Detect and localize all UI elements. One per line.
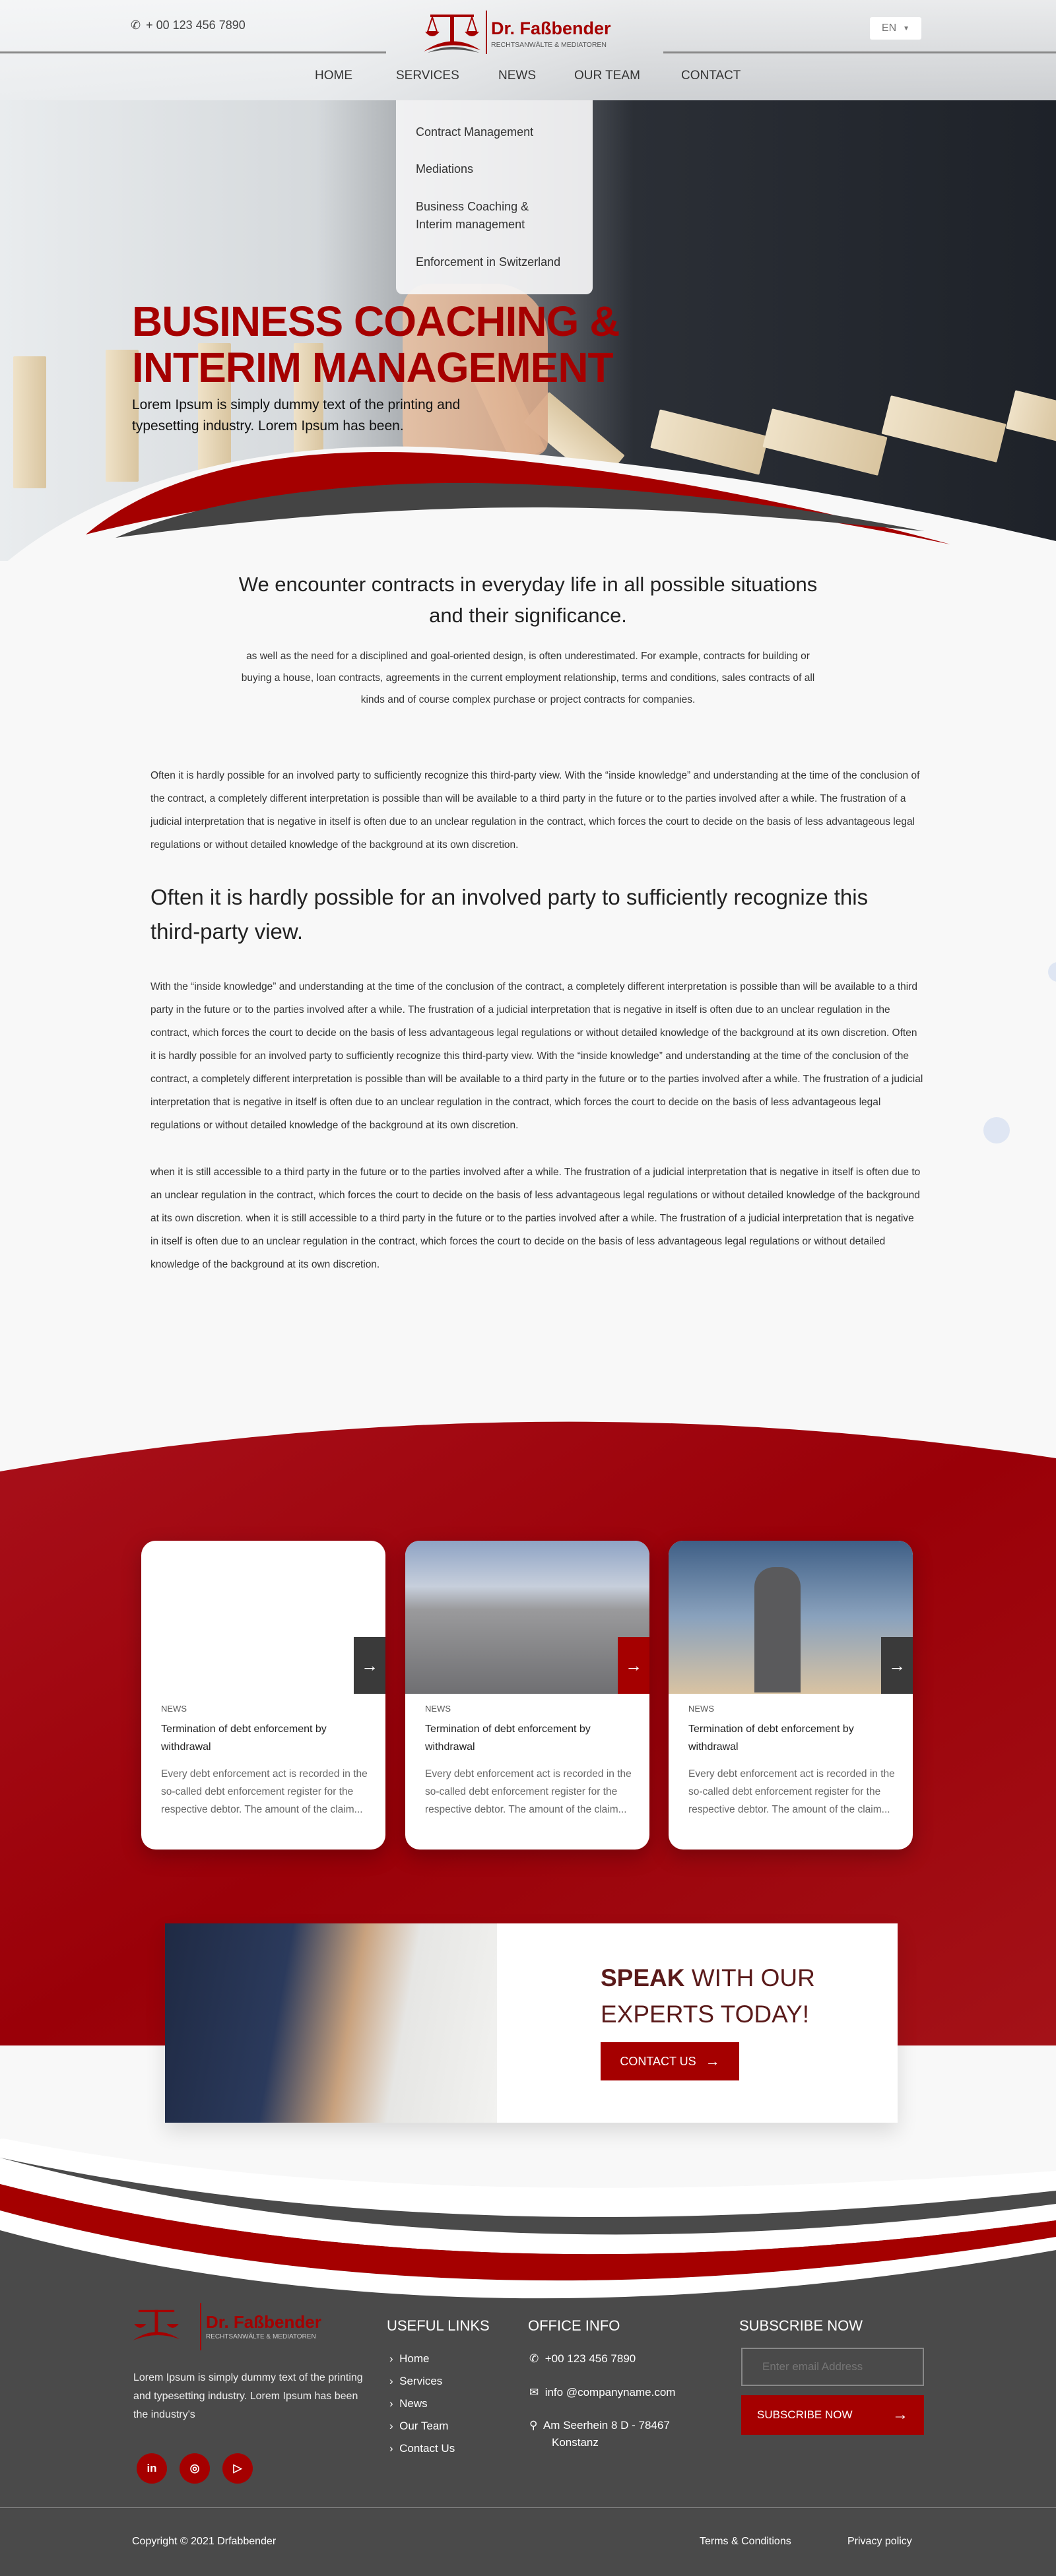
news-excerpt: Every debt enforcement act is recorded in the so-called debt enforcement register for the respective debtor. The amount of the claim... (425, 1768, 632, 1815)
content-article (150, 764, 924, 1276)
office-email[interactable]: ✉ info @companyname.com (529, 2386, 676, 2399)
news-card[interactable] (405, 1541, 649, 1850)
news-category: NEWS (425, 1704, 451, 1714)
footer-about: Lorem Ipsum is simply dummy text of the printing and typesetting industry. Lorem Ipsum has been the industry's (133, 2372, 363, 2420)
dropdown-item-contract-management[interactable]: Contract Management (416, 125, 534, 139)
content-heading: Often it is hardly possible for an involved party to sufficiently recognize this third-party view. (150, 885, 869, 944)
scales-logo-icon (422, 12, 482, 53)
language-value: EN (881, 22, 897, 34)
arrow-right-icon[interactable]: → (881, 1637, 913, 1694)
content-paragraph-2: With the “inside knowledge” and understanding at the time of the conclusion of the contract, a completely different interpretation is possible than will be available to a third party in the future or to the parties involved after a while. The frustration of a judicial interpretation that is negative in itself is often due to an unclear regulation in the contract, which forces the court to decide on the basis of less advantageous legal regulations or without detailed knowledge of the background at its own discretion. Often it is hardly possible for an involved party to sufficiently recognize this third-party view. With the “inside knowledge” and understanding at the time of the conclusion of the contract, a completely different interpretation is possible than will be available to a third party in the future or to the parties involved after a while. The frustration of a judicial interpretation that is negative in itself is often due to an unclear regulation in the contract, which forces the court to decide on the basis of less advantageous legal regulations or without detailed knowledge of the background at its own discretion. (150, 981, 923, 1131)
subscribe-button[interactable]: SUBSCRIBE NOW → (741, 2395, 924, 2435)
linkedin-icon[interactable]: in (137, 2453, 167, 2484)
footer-link-home[interactable]: › Home (389, 2352, 430, 2365)
subscribe-email-input[interactable] (741, 2348, 924, 2386)
cta-heading: SPEAK WITH OUR EXPERTS TODAY! (601, 1964, 815, 2028)
footer-logo[interactable] (132, 2303, 350, 2350)
footer-link-our-team[interactable]: › Our Team (389, 2420, 449, 2432)
copyright: Copyright © 2021 Drfabbender (132, 2536, 277, 2547)
office-info-heading: OFFICE INFO (528, 2317, 620, 2334)
logo-tagline: RECHTSANWÄLTE & MEDIATOREN (491, 41, 607, 49)
chevron-down-icon: ▼ (903, 24, 910, 32)
nav-services[interactable]: SERVICES (396, 69, 459, 82)
news-title[interactable]: Termination of debt enforcement by withdrawal (688, 1723, 854, 1753)
logo-tagline: RECHTSANWÄLTE & MEDIATOREN (206, 2333, 316, 2340)
news-card-image (405, 1541, 649, 1694)
header-divider-right (663, 51, 1056, 53)
subscribe-heading: SUBSCRIBE NOW (739, 2317, 863, 2334)
hero-subtitle: Lorem Ipsum is simply dummy text of the printing and typesetting industry. Lorem Ipsum has been. (132, 397, 461, 434)
header-divider-left (0, 51, 386, 53)
news-title[interactable]: Termination of debt enforcement by withdrawal (425, 1723, 591, 1753)
logo[interactable] (422, 11, 634, 57)
news-category: NEWS (161, 1704, 187, 1714)
footer-divider (0, 2507, 1056, 2508)
youtube-icon[interactable]: ▷ (222, 2453, 253, 2484)
footer-link-contact-us[interactable]: › Contact Us (389, 2442, 455, 2455)
office-phone[interactable]: ✆ +00 123 456 7890 (529, 2352, 636, 2365)
contact-us-button[interactable]: CONTACT US → (601, 2042, 739, 2080)
logo-name: Dr. Faßbender (206, 2312, 321, 2332)
news-excerpt: Every debt enforcement act is recorded in the so-called debt enforcement register for the respective debtor. The amount of the claim... (688, 1768, 895, 1815)
location-pin-icon: ⚲ (529, 2419, 538, 2431)
news-category: NEWS (688, 1704, 714, 1714)
nav-home[interactable]: HOME (315, 69, 352, 82)
services-dropdown (396, 100, 593, 294)
news-card[interactable] (141, 1541, 385, 1850)
arrow-right-icon: → (892, 2406, 908, 2424)
intro-heading: We encounter contracts in everyday life in all possible situations and their significance. (238, 573, 818, 627)
hero-title: BUSINESS COACHING & INTERIM MANAGEMENT (132, 298, 620, 391)
arrow-right-icon[interactable]: → (618, 1637, 649, 1694)
footer-link-services[interactable]: › Services (389, 2375, 443, 2387)
nav-our-team[interactable]: OUR TEAM (574, 69, 640, 82)
phone-icon: ✆ (131, 18, 141, 32)
cta-image (165, 1923, 497, 2123)
scales-logo-icon (132, 2303, 181, 2346)
news-card-image (669, 1541, 913, 1694)
instagram-icon[interactable]: ◎ (180, 2453, 210, 2484)
hero-wave-divider (0, 442, 1056, 567)
mail-icon: ✉ (529, 2386, 539, 2399)
intro-text: as well as the need for a disciplined and goal-oriented design, is often underestimated. For example, contracts for building or buying a house, loan contracts, agreements in the current employment relationship, terms and conditions, sales contracts of all kinds and of course complex purchase or project contracts for companies. (241, 651, 815, 705)
nav-news[interactable]: NEWS (498, 69, 536, 82)
useful-links-heading: USEFUL LINKS (387, 2317, 490, 2334)
dropdown-item-business-coaching[interactable]: Business Coaching & Interim management (416, 200, 529, 231)
footer-link-news[interactable]: › News (389, 2397, 428, 2410)
privacy-link[interactable]: Privacy policy (847, 2536, 912, 2547)
decorative-dot (1048, 962, 1056, 982)
arrow-right-icon: → (705, 2053, 720, 2069)
decorative-dot (983, 1117, 1010, 1143)
office-address: ⚲ Am Seerhein 8 D - 78467 Konstanz (529, 2419, 670, 2449)
news-card[interactable] (669, 1541, 913, 1850)
phone-icon: ✆ (529, 2352, 539, 2365)
terms-link[interactable]: Terms & Conditions (700, 2536, 791, 2547)
content-paragraph-3: when it is still accessible to a third party in the future or to the parties involved after a while. The frustration of a judicial interpretation that is negative in itself is often due to an unclear regulation in the contract, which forces the court to decide on the basis of less advantageous legal regulations or without detailed knowledge of the background at its own discretion. when it is still accessible to a third party in the future or to the parties involved after a while. The frustration of a judicial interpretation that is negative in itself is often due to an unclear regulation in the contract, which forces the court to decide on the basis of less advantageous legal regulations or without detailed knowledge of the background at its own discretion. (150, 1167, 921, 1270)
news-excerpt: Every debt enforcement act is recorded in the so-called debt enforcement register for the respective debtor. The amount of the claim... (161, 1768, 368, 1815)
language-select[interactable] (870, 17, 921, 40)
dropdown-item-enforcement-switzerland[interactable]: Enforcement in Switzerland (416, 255, 561, 269)
header-phone[interactable]: ✆ + 00 123 456 7890 (131, 18, 246, 32)
nav-contact[interactable]: CONTACT (681, 69, 741, 82)
arrow-right-icon[interactable]: → (354, 1637, 385, 1694)
content-paragraph-1: Often it is hardly possible for an involved party to sufficiently recognize this third-party view. With the “inside knowledge” and understanding at the time of the conclusion of the contract, a completely different interpretation is possible than will be available to a third party in the future or to the parties involved after a while. The frustration of a judicial interpretation that is negative in itself is often due to an unclear regulation in the contract, which forces the court to decide on the basis of less advantageous legal regulations or without detailed knowledge of the background at its own discretion. (150, 770, 920, 851)
logo-name: Dr. Faßbender (491, 18, 611, 38)
news-title[interactable]: Termination of debt enforcement by withdrawal (161, 1723, 327, 1753)
cta-box (165, 1923, 898, 2123)
news-card-image (141, 1541, 385, 1694)
dropdown-item-mediations[interactable]: Mediations (416, 162, 474, 176)
